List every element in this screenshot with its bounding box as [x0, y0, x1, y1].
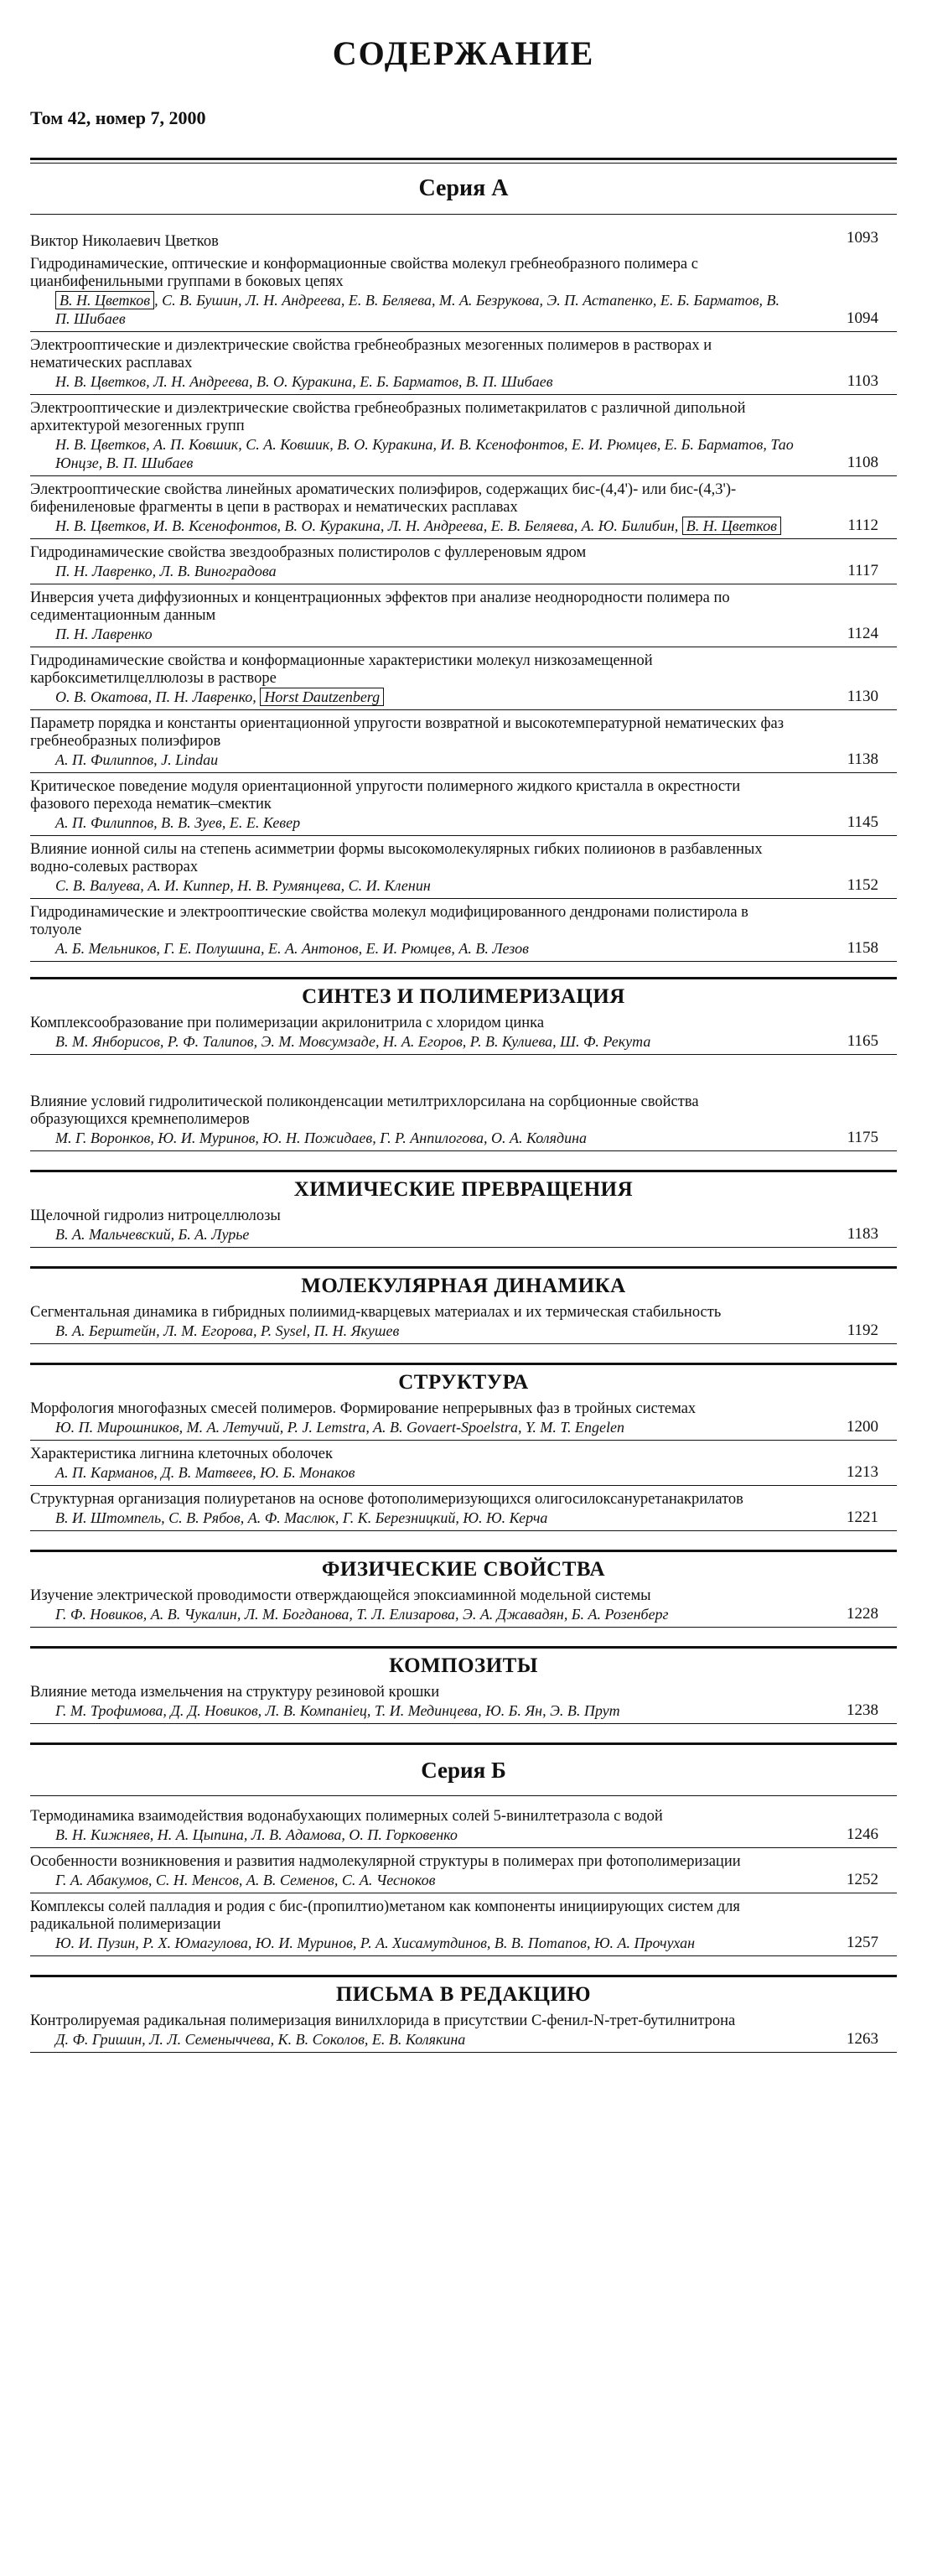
page-title: СОДЕРЖАНИЕ [332, 34, 595, 72]
author-names: , С. В. Бушин, Л. Н. Андреева, Е. В. Беляева, М. А. Безрукова, Э. П. Астапенко, Е. Б. Барматов, В. П. Шибаев [55, 292, 780, 327]
entry-page-number: 1124 [847, 625, 878, 642]
toc-entry [30, 2012, 897, 2053]
author-names: А. П. Филиппов, В. В. Зуев, Е. Е. Кевер [55, 814, 301, 831]
entry-authors [30, 750, 897, 769]
toc-entry [30, 589, 897, 647]
section-rule [30, 1646, 897, 1649]
entry-authors [30, 562, 897, 580]
entry-page-number: 1165 [847, 1032, 878, 1050]
issue-info: Том 42, номер 7, 2000 [30, 107, 206, 128]
section-rule [30, 1550, 897, 1552]
toc-entry [30, 778, 897, 836]
toc-entry [30, 904, 897, 962]
entry-title: Гидродинамические свойства и конформационные характеристики молекул низкозамещенной карбоксиметилцеллюлозы в растворе [30, 652, 653, 687]
author-names: Ю. П. Мирошников, М. А. Летучий, P. J. Lemstra, A. B. Govaert-Spoelstra, Y. M. T. Engelen [55, 1419, 625, 1436]
author-names: Г. М. Трофимова, Д. Д. Новиков, Л. В. Компанiец, Т. И. Мединцева, Ю. Б. Ян, Э. В. Прут [55, 1702, 620, 1719]
entry-authors [30, 1701, 897, 1720]
synthesis-list [30, 1015, 897, 1151]
toc-entry [30, 1446, 897, 1486]
toc-entry [30, 481, 897, 539]
author-names: П. Н. Лавренко [55, 626, 153, 642]
entry-title: Термодинамика взаимодействия водонабухающих полимерных солей 5-винилтетразола с водой [30, 1808, 663, 1825]
author-names: П. Н. Лавренко, Л. В. Виноградова [55, 563, 277, 579]
entry-authors [30, 1322, 897, 1340]
author-names: А. П. Филиппов, J. Lindau [55, 751, 219, 768]
series-b-list [30, 1808, 897, 1956]
entry-page-number: 1228 [847, 1605, 878, 1623]
entry-title: Электрооптические свойства линейных ароматических полиэфиров, содержащих бис-(4,4')- или бис-(4,3')-бифениленовые фрагменты в цепи в растворах и нематических расплавах [30, 481, 737, 516]
entry-authors [30, 2030, 897, 2049]
author-boxed: В. Н. Цветков [55, 291, 154, 309]
entry-authors [30, 1871, 897, 1889]
entry-page-number: 1093 [847, 229, 878, 247]
entry-title: Изучение электрической проводимости отверждающейся эпоксиаминной модельной системы [30, 1587, 651, 1604]
entry-authors [30, 1225, 897, 1244]
entry-authors [30, 1826, 897, 1844]
entry-authors [30, 1509, 897, 1527]
entry-title: Электрооптические и диэлектрические свойства гребнеобразных полиметакрилатов с различной дипольной архитектурой мезогенных групп [30, 400, 746, 434]
entry-title: Комплексообразование при полимеризации акрилонитрила с хлоридом цинка [30, 1015, 545, 1031]
entry-title: Особенности возникновения и развития надмолекулярной структуры в полимерах при фотополимеризации [30, 1853, 741, 1870]
entry-title: Критическое поведение модуля ориентационной упругости полимерного жидкого кристалла в окрестности фазового перехода нематик–смектик [30, 778, 741, 813]
toc-entry [30, 1684, 897, 1724]
entry-title: Инверсия учета диффузионных и концентрационных эффектов при анализе неоднородности полимера по седиментационным данным [30, 589, 730, 624]
toc-entry [30, 1304, 897, 1344]
section-rule [30, 1266, 897, 1269]
section-rule [30, 1170, 897, 1172]
toc-entry [30, 1587, 897, 1628]
entry-title: Электрооптические и диэлектрические свойства гребнеобразных мезогенных полимеров в растворах и нематических расплавах [30, 337, 712, 371]
entry-authors [30, 1032, 897, 1051]
section-title-letters: ПИСЬМА В РЕДАКЦИЮ [335, 1983, 592, 2006]
series-b-title: Серия Б [421, 1758, 506, 1783]
author-names: В. Н. Кижняев, Н. А. Цыпина, Л. В. Адамова, О. П. Горковенко [55, 1826, 458, 1843]
author-names: В. А. Мальчевский, Б. А. Лурье [55, 1226, 250, 1243]
header-rule [30, 158, 897, 164]
section-rule [30, 1742, 897, 1745]
toc-entry [30, 1898, 897, 1956]
toc-entry [30, 1853, 897, 1893]
entry-title: Гидродинамические свойства звездообразных полистиролов с фуллереновым ядром [30, 544, 587, 561]
entry-authors [30, 1418, 897, 1436]
entry-page-number: 1183 [847, 1225, 878, 1243]
toc-entry [30, 544, 897, 584]
section-title-physical: ФИЗИЧЕСКИЕ СВОЙСТВА [321, 1558, 606, 1581]
entry-title: Комплексы солей палладия и родия с бис-(пропилтио)метаном как компоненты инициирующих систем для радикальной полимеризации [30, 1898, 740, 1933]
entry-authors [30, 939, 897, 958]
entry-page-number: 1108 [847, 454, 878, 471]
toc-entry [30, 1093, 897, 1151]
author-names: Д. Ф. Гришин, Л. Л. Семеныччева, К. В. Соколов, Е. В. Колякина [55, 2031, 466, 2048]
entry-title: Гидродинамические, оптические и конформационные свойства молекул гребнеобразного полимера с цианбифенильными группами в боковых цепях [30, 256, 698, 290]
toc-entry [30, 1491, 897, 1531]
entry-authors [30, 1605, 897, 1623]
entry-page-number: 1246 [847, 1826, 878, 1843]
molecular-list [30, 1304, 897, 1344]
entry-page-number: 1130 [847, 688, 878, 705]
author-names: Г. А. Абакумов, С. Н. Менсов, А. В. Семенов, С. А. Чесноков [55, 1872, 436, 1888]
toc-entry [30, 256, 897, 332]
entry-title: Контролируемая радикальная полимеризация винилхлорида в присутствии С-фенил-N-трет-бутилнитрона [30, 2012, 736, 2029]
author-names: Н. В. Цветков, А. П. Ковшик, С. А. Ковшик, В. О. Куракина, И. В. Ксенофонтов, Е. И. Рюмцев, Е. Б. Барматов, Тао Юнцзе, В. П. Шибаев [55, 436, 794, 471]
entry-page-number: 1263 [847, 2030, 878, 2048]
entry-authors [30, 625, 897, 643]
series-a-title: Серия А [418, 175, 509, 201]
contents-page [30, 34, 897, 2053]
entry-title: Морфология многофазных смесей полимеров. Формирование непрерывных фаз в тройных системах [30, 1400, 697, 1417]
entry-authors [30, 1934, 897, 1952]
entry-page-number: 1145 [847, 813, 878, 831]
toc-entry [30, 1015, 897, 1055]
entry-title: Характеристика лигнина клеточных оболочек [30, 1446, 333, 1462]
section-title-synthesis: СИНТЕЗ И ПОЛИМЕРИЗАЦИЯ [302, 985, 625, 1008]
toc-entry [30, 715, 897, 773]
author-names: Н. В. Цветков, И. В. Ксенофонтов, В. О. Куракина, Л. Н. Андреева, Е. В. Беляева, А. Ю. Билибин, [55, 517, 682, 534]
entry-title: Гидродинамические и электрооптические свойства молекул модифицированного дендронами полистирола в толуоле [30, 904, 748, 938]
author-names: А. Б. Мельников, Г. Е. Полушина, Е. А. Антонов, Е. И. Рюмцев, А. В. Лезов [55, 940, 529, 957]
chemical-list [30, 1208, 897, 1248]
entry-page-number: 1238 [847, 1701, 878, 1719]
section-rule [30, 977, 897, 979]
author-names: В. И. Штомпель, С. В. Рябов, А. Ф. Маслюк, Г. К. Березницкий, Ю. Ю. Керча [55, 1509, 548, 1526]
letters-list [30, 2012, 897, 2053]
entry-authors [30, 1463, 897, 1482]
entry-authors [30, 1129, 897, 1147]
entry-page-number: 1200 [847, 1418, 878, 1436]
author-names: О. В. Окатова, П. Н. Лавренко, [55, 688, 261, 705]
entry-title: Структурная организация полиуретанов на основе фотополимеризующихся олигосилоксануретанакрилатов [30, 1491, 743, 1508]
entry-title: Щелочной гидролиз нитроцеллюлозы [30, 1208, 281, 1224]
toc-entry [30, 841, 897, 899]
entry-title: Параметр порядка и константы ориентационной упругости возвратной и высокотемпературной нематических фаз гребнеобразных полиэфиров [30, 715, 785, 750]
entry-page-number: 1192 [847, 1322, 878, 1339]
toc-entry [30, 400, 897, 476]
section-title-chemical: ХИМИЧЕСКИЕ ПРЕВРАЩЕНИЯ [293, 1178, 634, 1201]
composites-list [30, 1684, 897, 1724]
entry-title: Влияние условий гидролитической поликонденсации метилтрихлорсилана на сорбционные свойства образующихся кремнеполимеров [30, 1093, 699, 1128]
author-names: В. А. Берштейн, Л. М. Егорова, P. Sysel, П. Н. Якушев [55, 1322, 400, 1339]
toc-entry [30, 229, 897, 251]
entry-authors [30, 876, 897, 895]
entry-page-number: 1152 [847, 876, 878, 894]
structure-list [30, 1400, 897, 1531]
entry-title: Влияние метода измельчения на структуру резиновой крошки [30, 1684, 440, 1701]
entry-title: Виктор Николаевич Цветков [30, 233, 219, 250]
entry-page-number: 1094 [847, 309, 878, 327]
section-title-structure: СТРУКТУРА [398, 1371, 529, 1394]
entry-page-number: 1112 [847, 517, 878, 534]
toc-entry [30, 1400, 897, 1441]
toc-entry [30, 337, 897, 395]
series-a-list [30, 229, 897, 962]
entry-page-number: 1138 [847, 750, 878, 768]
entry-page-number: 1117 [847, 562, 878, 579]
entry-authors [30, 813, 897, 832]
author-names: Н. В. Цветков, Л. Н. Андреева, В. О. Куракина, Е. Б. Барматов, В. П. Шибаев [55, 373, 553, 390]
section-title-composites: КОМПОЗИТЫ [389, 1654, 538, 1677]
physical-list [30, 1587, 897, 1628]
toc-entry [30, 652, 897, 710]
toc-entry [30, 1808, 897, 1848]
entry-page-number: 1252 [847, 1871, 878, 1888]
section-title-molecular: МОЛЕКУЛЯРНАЯ ДИНАМИКА [301, 1275, 626, 1297]
entry-authors [30, 372, 897, 391]
entry-authors [30, 688, 897, 706]
author-names: В. М. Янборисов, Р. Ф. Талипов, Э. М. Мовсумзаде, Н. А. Егоров, Р. В. Кулиева, Ш. Ф. Рекута [55, 1033, 651, 1050]
section-rule [30, 1975, 897, 1977]
author-names: Ю. И. Пузин, Р. Х. Юмагулова, Ю. И. Муринов, Р. А. Хисамутдинов, В. В. Потапов, Ю. А. Прочухан [55, 1935, 696, 1951]
section-rule [30, 1363, 897, 1365]
author-names: С. В. Валуева, А. И. Киппер, Н. В. Румянцева, С. И. Кленин [55, 877, 431, 894]
entry-title: Влияние ионной силы на степень асимметрии формы высокомолекулярных гибких полиионов в разбавленных водно-солевых растворах [30, 841, 763, 875]
entry-authors [30, 435, 897, 472]
author-names: М. Г. Воронков, Ю. И. Муринов, Ю. Н. Пожидаев, Г. Р. Анпилогова, О. А. Колядина [55, 1130, 588, 1146]
entry-authors [30, 517, 897, 535]
entry-title: Сегментальная динамика в гибридных полиимид-кварцевых материалах и их термическая стабильность [30, 1304, 722, 1321]
toc-entry [30, 1208, 897, 1248]
author-boxed: В. Н. Цветков [682, 517, 781, 535]
author-names: А. П. Карманов, Д. В. Матвеев, Ю. Б. Монаков [55, 1464, 355, 1481]
entry-page-number: 1213 [847, 1463, 878, 1481]
entry-page-number: 1103 [847, 372, 878, 390]
entry-authors [30, 291, 897, 328]
entry-page-number: 1175 [847, 1129, 878, 1146]
author-names: Г. Ф. Новиков, А. В. Чукалин, Л. М. Богданова, Т. Л. Елизарова, Э. А. Джавадян, Б. А. Розенберг [55, 1606, 669, 1623]
entry-page-number: 1257 [847, 1934, 878, 1951]
entry-page-number: 1221 [847, 1509, 878, 1526]
author-boxed: Horst Dautzenberg [260, 688, 384, 706]
entry-page-number: 1158 [847, 939, 878, 957]
